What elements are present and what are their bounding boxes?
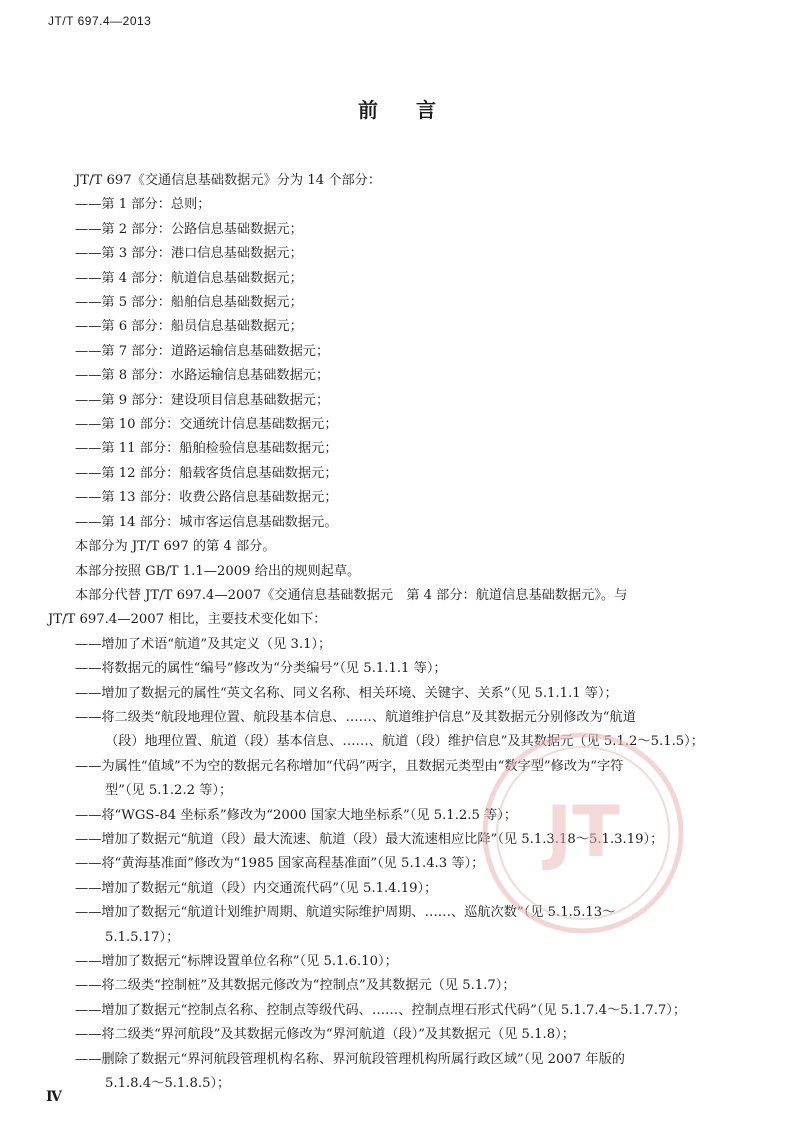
parts-item: ——第 7 部分：道路运输信息基础数据元； (75, 343, 330, 359)
change-item (48, 950, 748, 974)
para-replace-line2: JT/T 697.4—2007 相比，主要技术变化如下： (48, 612, 327, 628)
change-item-text: ——将二级类“界河航段”及其数据元修改为“界河航道（段）”及其数据元（见 5.1.8）； (75, 1027, 575, 1043)
change-item (48, 1023, 748, 1047)
parts-item: ——第 10 部分：交通统计信息基础数据元； (75, 417, 338, 433)
parts-item: ——第 1 部分：总则； (75, 197, 211, 213)
para-rules: 本部分按照 GB/T 1.1—2009 给出的规则起草。 (75, 563, 361, 579)
change-item-continuation: 5.1.8.4～5.1.8.5）； (105, 1076, 231, 1092)
change-item-text: ——将数据元的属性“编号”修改为“分类编号”（见 5.1.1.1 等）； (75, 661, 447, 677)
change-item-continuation: 5.1.5.17）； (105, 929, 180, 945)
parts-intro: JT/T 697《交通信息基础数据元》分为 14 个部分： (75, 173, 382, 188)
parts-item: ——第 8 部分：水路运输信息基础数据元； (75, 368, 330, 384)
changes-list (48, 633, 748, 1097)
parts-item: ——第 2 部分：公路信息基础数据元； (75, 221, 303, 237)
change-item (48, 1048, 748, 1097)
para-replace (48, 584, 748, 633)
parts-item: ——第 3 部分：港口信息基础数据元； (75, 246, 303, 262)
change-item-text: ——将二级类“控制桩”及其数据元修改为“控制点”及其数据元（见 5.1.7）； (75, 978, 516, 994)
document-body (48, 169, 748, 1096)
para-replace-line1: 本部分代替 JT/T 697.4—2007《交通信息基础数据元 第 4 部分：航道信息基础数据元》。与 (75, 587, 628, 603)
change-item-text: ——删除了数据元“界河航段管理机构名称、界河航段管理机构所属行政区域”（见 2007 年版的 (75, 1051, 625, 1067)
change-item-text: ——为属性“值域”不为空的数据元名称增加“代码”两字，且数据元类型由“数字型”修改为“字符 (75, 758, 624, 774)
change-item (48, 974, 748, 998)
parts-item: ——第 11 部分：船舶检验信息基础数据元； (75, 441, 338, 457)
page-title: 前言 (358, 98, 474, 122)
change-item-text: ——将“WGS-84 坐标系”修改为“2000 国家大地坐标系”（见 5.1.2.5 等）； (75, 807, 518, 823)
change-item-text: ——增加了数据元的属性“英文名称、同义名称、相关环境、关键字、关系”（见 5.1.1.1 等）； (75, 685, 618, 701)
parts-item: ——第 14 部分：城市客运信息基础数据元。 (75, 514, 338, 530)
parts-item: ——第 12 部分：船载客货信息基础数据元； (75, 465, 338, 481)
change-item-text: ——增加了术语“航道”及其定义（见 3.1）； (75, 636, 332, 652)
page-header: JT/T 697.4—2013 (48, 14, 152, 28)
change-item (48, 657, 748, 681)
change-item (48, 755, 748, 804)
change-item-continuation: （段）地理位置、航道（段）基本信息、……、航道（段）维护信息”及其数据元（见 5.1.2～5.1.5）； (105, 734, 704, 750)
change-item (48, 877, 748, 901)
change-item (48, 852, 748, 876)
change-item (48, 901, 748, 950)
change-item-text: ——将二级类“航段地理位置、航段基本信息、……、航道维护信息”及其数据元分别修改为“航道 (75, 709, 636, 725)
parts-item: ——第 9 部分：建设项目信息基础数据元； (75, 392, 330, 408)
change-item (48, 706, 748, 755)
change-item-text: ——增加了数据元“航道（段）最大流速、航道（段）最大流速相应比降”（见 5.1.3.18～5.1.3.19）； (75, 831, 664, 847)
parts-list (48, 193, 748, 535)
page-number: Ⅳ (46, 1089, 62, 1105)
change-item (48, 804, 748, 828)
change-item-text: ——增加了数据元“航道（段）内交通流代码”（见 5.1.4.19）； (75, 880, 438, 896)
change-item-text: ——将“黄海基准面”修改为“1985 国家高程基准面”（见 5.1.4.3 等）； (75, 856, 485, 872)
change-item-continuation: 型”（见 5.1.2.2 等）； (105, 783, 233, 799)
parts-item: ——第 4 部分：航道信息基础数据元； (75, 270, 303, 286)
change-item (48, 633, 748, 657)
parts-item: ——第 6 部分：船员信息基础数据元； (75, 319, 303, 335)
change-item-text: ——增加了数据元“标牌设置单位名称”（见 5.1.6.10）； (75, 954, 398, 969)
change-item-text: ——增加了数据元“控制点名称、控制点等级代码、……、控制点埋石形式代码”（见 5.1.7.4～5.1.7.7）； (75, 1002, 687, 1018)
change-item (48, 682, 748, 706)
change-item (48, 828, 748, 852)
parts-item: ——第 13 部分：收费公路信息基础数据元； (75, 490, 338, 506)
change-item (48, 999, 748, 1023)
change-item-text: ——增加了数据元“航道计划维护周期、航道实际维护周期、……、巡航次数”（见 5.1.5.13～ (75, 905, 616, 921)
para-part: 本部分为 JT/T 697 的第 4 部分。 (75, 539, 276, 555)
stamp-text: JT (546, 791, 620, 873)
parts-item: ——第 5 部分：船舶信息基础数据元； (75, 295, 303, 311)
